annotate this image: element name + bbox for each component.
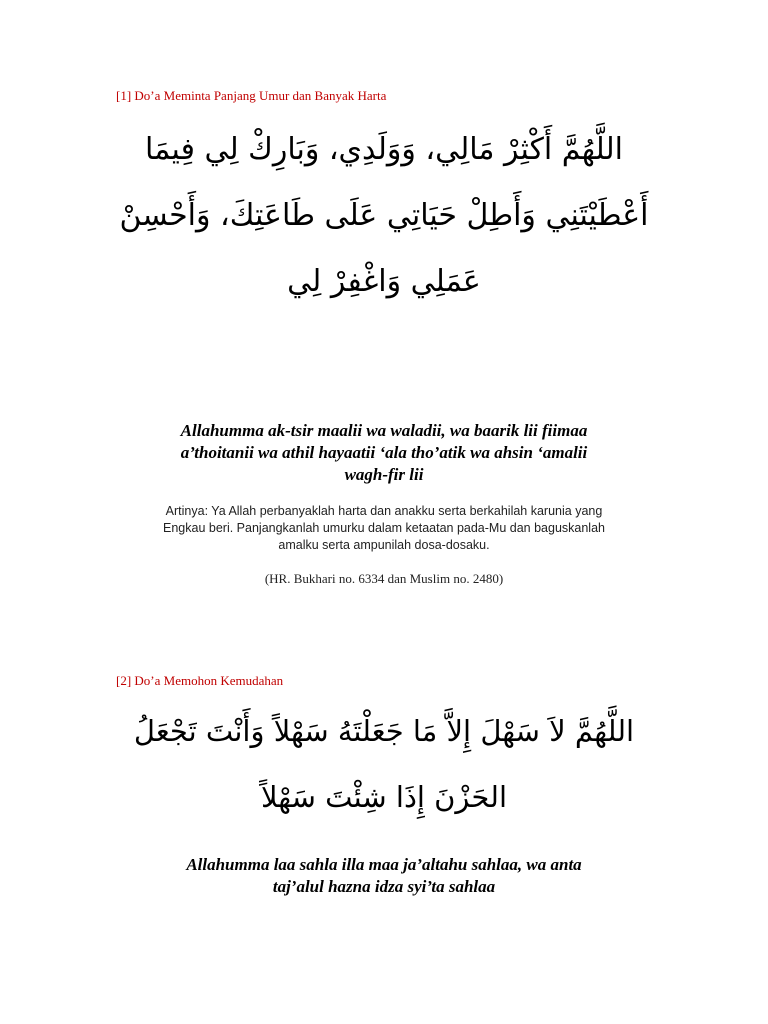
doa-1-transliteration-line-1: Allahumma ak-tsir maalii wa waladii, wa baarik lii fiimaa [180, 421, 588, 440]
doa-1-meaning-line-2: Engkau beri. Panjangkanlah umurku dalam ketaatan pada-Mu dan baguskanlah [163, 521, 605, 535]
doa-1-meaning [120, 503, 648, 554]
doa-1-source: (HR. Bukhari no. 6334 dan Muslim no. 2480) [264, 571, 504, 586]
doa-1-arabic-line-2: أَعْطَيْتَنِي وَأَطِلْ حَيَاتِي عَلَى طَاعَتِكَ، وَأَحْسِنْ [119, 198, 649, 233]
doa-1-arabic-line-1: اللَّهُمَّ أَكْثِرْ مَالِي، وَوَلَدِي، وَبَارِكْ لِي فِيمَا [145, 132, 623, 167]
doa-2-transliteration-line-1: Allahumma laa sahla illa maa ja’altahu sahlaa, wa anta [186, 855, 582, 874]
doa-2-transliteration-line-2: taj’alul hazna idza syi’ta sahlaa [272, 877, 496, 896]
doa-1-title: [1] Do’a Meminta Panjang Umur dan Banyak Harta [116, 88, 387, 103]
doa-1-meaning-line-3: amalku serta ampunilah dosa-dosaku. [278, 538, 490, 552]
doa-1-transliteration-line-3: wagh-fir lii [344, 465, 424, 484]
doa-2-transliteration [110, 854, 658, 898]
doa-1-transliteration [110, 420, 658, 486]
doa-1-arabic-line-3: عَمَلِي وَاغْفِرْ لِي [287, 264, 481, 299]
doa-1-transliteration-line-2: a’thoitanii wa athil hayaatii ‘ala tho’atik wa ahsin ‘amalii [180, 443, 588, 462]
doa-1-meaning-line-1: Artinya: Ya Allah perbanyaklah harta dan anakku serta berkahilah karunia yang [165, 504, 603, 518]
doa-2-arabic-line-1: اللَّهُمَّ لاَ سَهْلَ إِلاَّ مَا جَعَلْتَهُ سَهْلاً وَأَنْتَ تَجْعَلُ [133, 714, 635, 748]
doa-2-arabic-line-2: الحَزْنَ إِذَا شِئْتَ سَهْلاً [260, 780, 508, 814]
doa-2-title: [2] Do’a Memohon Kemudahan [116, 673, 284, 688]
